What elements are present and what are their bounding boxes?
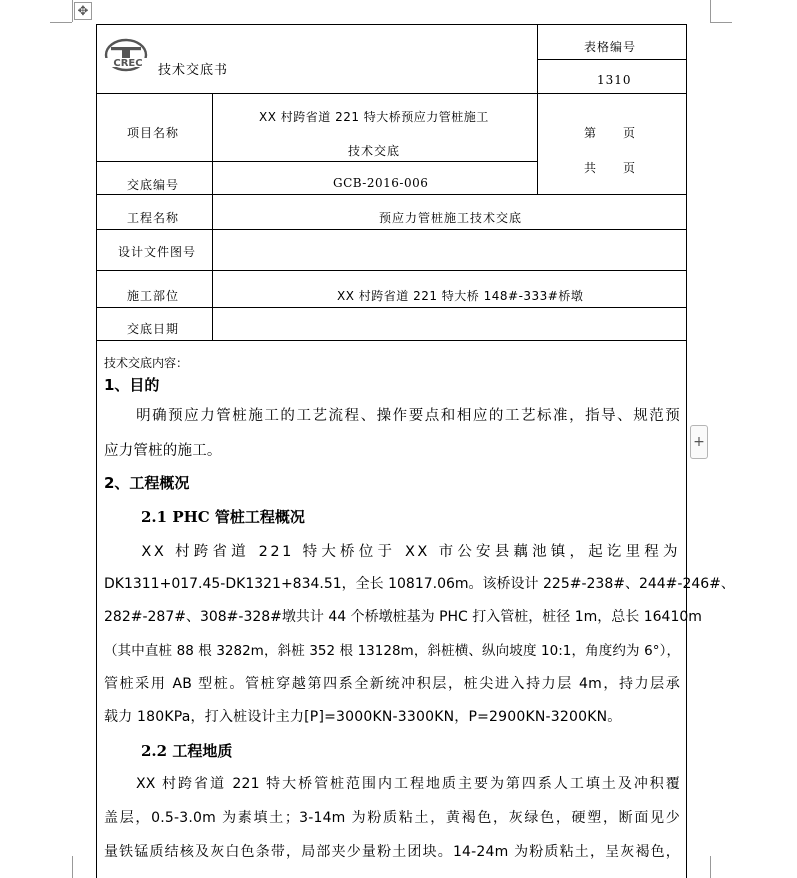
content-label: 技术交底内容：	[104, 356, 189, 370]
table-rule	[96, 229, 687, 230]
section-1-line: 明确预应力管桩施工的工艺流程、操作要点和相应的工艺标准，指导、规范预	[104, 408, 680, 424]
document-title: 技术交底书	[158, 63, 229, 78]
table-rule	[537, 93, 687, 94]
form-number-label: 表格编号	[584, 40, 637, 54]
construction-location-value[interactable]: XX 村跨省道 221 特大桥 148#-333#桥墩	[337, 289, 584, 303]
work-name-value[interactable]: 预应力管桩施工技术交底	[379, 211, 523, 225]
section-2-1-line: DK1311+017.45-DK1321+834.51，全长 10817.06m。该桥设计 225#-238#、244#-246#、	[104, 576, 735, 592]
section-2-1-line: 282#-287#、308#-328#墩共计 44 个桥墩桩基为 PHC 打入管桩，桩径 1m，总长 16410m	[104, 609, 702, 625]
section-2-2-line: 盖层，0.5-3.0m 为素填土；3-14m 为粉质粘土，黄褐色，灰绿色，硬塑，断面见少	[104, 810, 680, 826]
company-logo	[102, 38, 154, 72]
crop-mark	[710, 856, 711, 878]
page-number-label: 第 页	[584, 126, 637, 140]
crop-mark	[72, 0, 73, 22]
work-name-label: 工程名称	[127, 211, 180, 225]
section-2-2-line: 量铁锰质结核及灰白色条带，局部夹少量粉土团块。14-24m 为粉质粘土，呈灰褐色，	[104, 844, 680, 860]
table-rule	[212, 93, 213, 340]
section-2-1-line: 管桩采用 AB 型桩。管桩穿越第四系全新统冲积层，桩尖进入持力层 4m，持力层承	[104, 676, 680, 692]
logo-text: CREC	[113, 58, 143, 69]
section-2-2-line: XX 村跨省道 221 特大桥管桩范围内工程地质主要为第四系人工填土及冲积覆	[104, 776, 680, 792]
section-2-1-line: XX 村跨省道 221 特大桥位于 XX 市公安县藕池镇，起讫里程为	[104, 544, 680, 560]
section-1-title: 1、目的	[104, 376, 160, 394]
project-name-line1: XX 村跨省道 221 特大桥预应力管桩施工	[259, 110, 489, 124]
crop-mark	[710, 0, 711, 22]
project-name-label: 项目名称	[127, 126, 180, 140]
table-rule	[537, 24, 538, 194]
section-2-1-line: 载力 180KPa，打入桩设计主力[P]=3000KN-3300KN，P=2900KN-3200KN。	[104, 709, 622, 725]
design-document-label: 设计文件图号	[118, 245, 197, 259]
table-rule	[96, 340, 687, 341]
table-rule	[96, 194, 687, 195]
add-row-button[interactable]: +	[690, 425, 708, 459]
total-pages-label: 共 页	[584, 161, 637, 175]
section-1-line: 应力管桩的施工。	[104, 443, 222, 459]
table-rule	[96, 307, 687, 308]
crop-mark	[50, 22, 72, 23]
project-name-line2: 技术交底	[348, 144, 401, 158]
table-rule	[96, 270, 687, 271]
section-2-2-title: 2.2 工程地质	[141, 742, 233, 760]
table-rule	[537, 59, 687, 60]
brief-number-value[interactable]: GCB-2016-006	[333, 176, 429, 190]
construction-location-label: 施工部位	[127, 289, 180, 303]
brief-date-label: 交底日期	[127, 322, 180, 336]
table-rule	[96, 93, 537, 94]
brief-number-label: 交底编号	[127, 178, 180, 192]
crop-mark	[72, 856, 73, 878]
section-2-title: 2、工程概况	[104, 474, 190, 492]
section-2-1-line: （其中直桩 88 根 3282m，斜桩 352 根 13128m，斜桩横、纵向坡度 10:1，角度约为 6°），	[104, 643, 680, 659]
table-rule	[96, 161, 537, 162]
crop-mark	[710, 22, 732, 23]
form-number-value: 1310	[597, 73, 632, 87]
section-2-1-title: 2.1 PHC 管桩工程概况	[141, 508, 305, 526]
table-move-handle-icon[interactable]: ✥	[74, 2, 92, 20]
